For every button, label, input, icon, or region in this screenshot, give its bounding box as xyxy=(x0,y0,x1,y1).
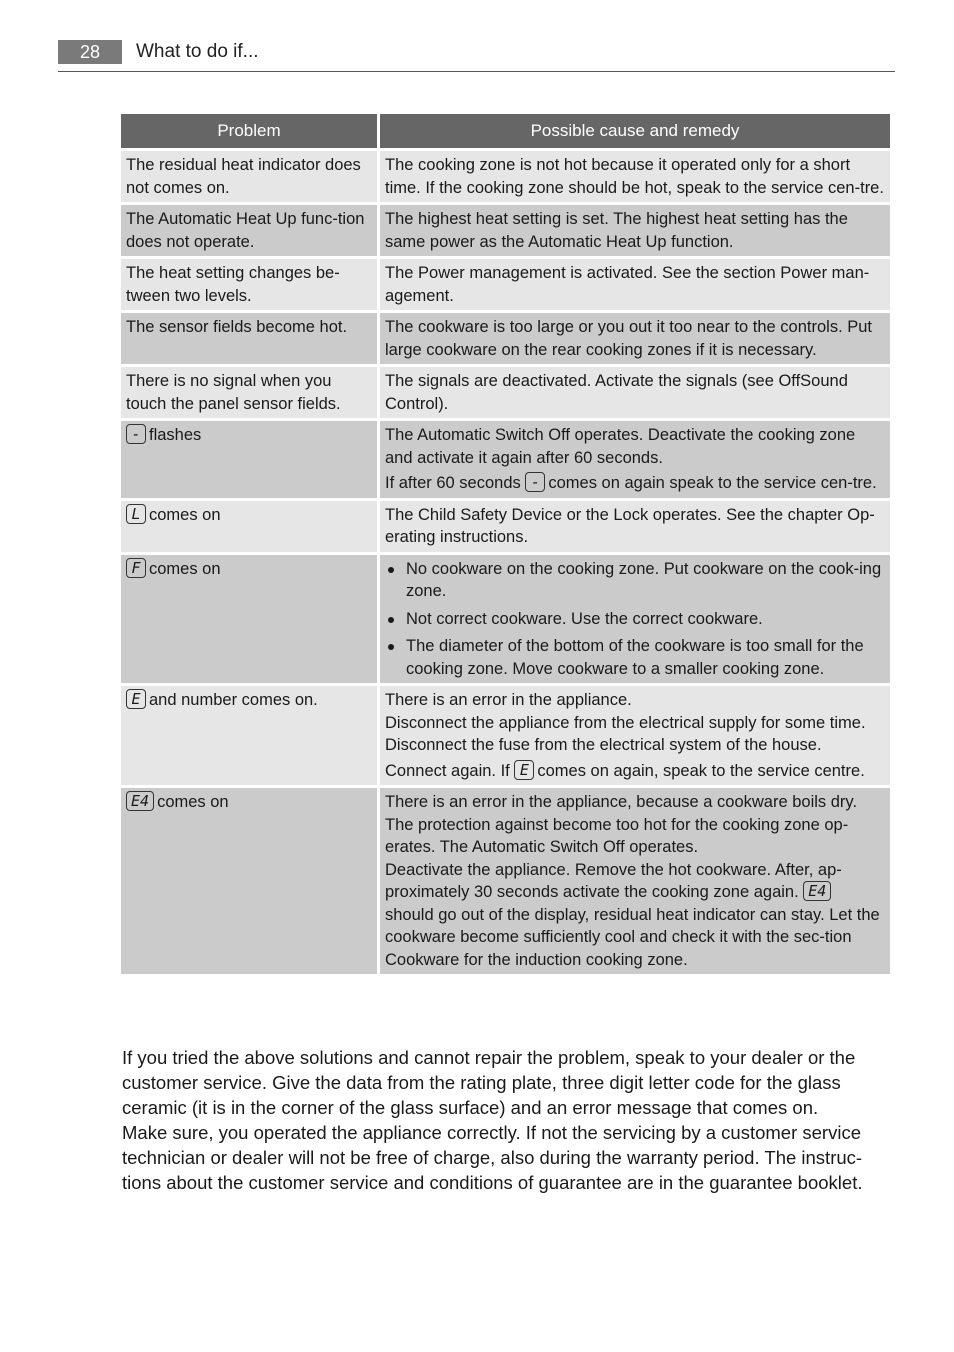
display-symbol-f: F xyxy=(126,558,146,578)
remedy-cell xyxy=(380,421,890,498)
problem-cell xyxy=(121,555,377,684)
table-row xyxy=(121,686,890,785)
troubleshooting-table xyxy=(118,111,893,977)
problem-cell: The residual heat indicator does not comes on. xyxy=(121,151,377,202)
display-symbol-e: E xyxy=(514,760,534,780)
display-symbol-e4: E4 xyxy=(126,791,154,811)
closing-text xyxy=(122,1045,897,1195)
problem-text: comes on xyxy=(149,505,221,524)
remedy-text: There is an error in the appliance. xyxy=(385,691,632,709)
problem-cell xyxy=(121,788,377,974)
remedy-text-with-symbol xyxy=(385,859,885,972)
display-symbol-e: E xyxy=(126,689,146,709)
table-header-row xyxy=(121,114,890,148)
section-title: What to do if... xyxy=(136,41,259,62)
list-item: No cookware on the cooking zone. Put cookware on the cook-ing zone. xyxy=(385,558,885,603)
remedy-text: comes on again, speak to the service centre. xyxy=(537,761,865,780)
table-row xyxy=(121,259,890,310)
closing-paragraph: If you tried the above solutions and cannot repair the problem, speak to your dealer or the customer service. Give the data from the rating plate, three digit letter code for the glass ceramic (it is in the corner of the glass surface) and an error message that comes on. xyxy=(122,1047,856,1118)
remedy-cell: The cookware is too large or you out it too near to the controls. Put large cookware on the rear cooking zones if it is necessary. xyxy=(380,313,890,364)
remedy-cell xyxy=(380,788,890,974)
column-header-remedy: Possible cause and remedy xyxy=(380,114,890,148)
problem-text: and number comes on. xyxy=(149,691,318,709)
remedy-cell: The Child Safety Device or the Lock operates. See the chapter Op-erating instructions. xyxy=(380,501,890,552)
display-symbol-e4: E4 xyxy=(803,881,831,901)
problem-cell: The sensor fields become hot. xyxy=(121,313,377,364)
remedy-cell xyxy=(380,686,890,785)
column-header-problem: Problem xyxy=(121,114,377,148)
problem-cell xyxy=(121,421,377,498)
table-row xyxy=(121,313,890,364)
remedy-cell: The Power management is activated. See the section Power man-agement. xyxy=(380,259,890,310)
remedy-text: Deactivate the appliance. Remove the hot cookware. After, ap-proximately 30 seconds activate the cooking zone again. xyxy=(385,860,842,901)
remedy-text: If after 60 seconds xyxy=(385,474,521,492)
table-row xyxy=(121,788,890,974)
problem-cell: There is no signal when you touch the panel sensor fields. xyxy=(121,367,377,418)
remedy-cell: The cooking zone is not hot because it operated only for a short time. If the cooking zone should be hot, speak to the service cen-tre. xyxy=(380,151,890,202)
display-symbol-dash: - xyxy=(525,472,545,492)
list-item: Not correct cookware. Use the correct cookware. xyxy=(385,608,885,631)
table-row xyxy=(121,151,890,202)
remedy-text: Disconnect the appliance from the electrical supply for some time. Disconnect the fuse from the electrical system of the house. xyxy=(385,713,866,754)
display-symbol-dash: - xyxy=(126,424,146,444)
table-row xyxy=(121,501,890,552)
problem-text: comes on xyxy=(157,793,229,811)
remedy-text: There is an error in the appliance, because a cookware boils dry. The protection against become too hot for the cooking zone op-erates. The Automatic Switch Off operates. xyxy=(385,793,858,856)
problem-text: comes on xyxy=(149,559,221,578)
remedy-text: The Automatic Switch Off operates. Deactivate the cooking zone and activate it again after 60 seconds. xyxy=(385,426,856,467)
remedy-cell: The highest heat setting is set. The highest heat setting has the same power as the Automatic Heat Up function. xyxy=(380,205,890,256)
list-item: The diameter of the bottom of the cookware is too small for the cooking zone. Move cookware to a smaller cooking zone. xyxy=(385,635,885,680)
page-number: 28 xyxy=(58,40,122,64)
problem-cell xyxy=(121,501,377,552)
problem-text: flashes xyxy=(149,426,202,444)
remedy-text-with-symbol xyxy=(385,472,885,495)
display-symbol-lock: L xyxy=(126,504,146,524)
problem-cell: The heat setting changes be-tween two levels. xyxy=(121,259,377,310)
table-row xyxy=(121,555,890,684)
closing-paragraph: Make sure, you operated the appliance correctly. If not the servicing by a customer service technician or dealer will not be free of charge, also during the warranty period. The instruc-tions about the customer service and conditions of guarantee are in the guarantee booklet. xyxy=(122,1122,863,1193)
remedy-cell: The signals are deactivated. Activate the signals (see OffSound Control). xyxy=(380,367,890,418)
remedy-text-with-symbol xyxy=(385,760,885,783)
table-row xyxy=(121,367,890,418)
remedy-bullet-list xyxy=(385,558,885,681)
remedy-cell xyxy=(380,555,890,684)
remedy-text: Connect again. If xyxy=(385,761,510,780)
page-header xyxy=(58,40,895,72)
table-row xyxy=(121,205,890,256)
problem-cell xyxy=(121,686,377,785)
table-row xyxy=(121,421,890,498)
remedy-text: comes on again speak to the service cen-tre. xyxy=(548,474,877,492)
remedy-text: should go out of the display, residual heat indicator can stay. Let the cookware become sufficiently cool and check it with the sec-tion Cookware for the induction cooking zone. xyxy=(385,905,880,969)
problem-cell: The Automatic Heat Up func-tion does not operate. xyxy=(121,205,377,256)
